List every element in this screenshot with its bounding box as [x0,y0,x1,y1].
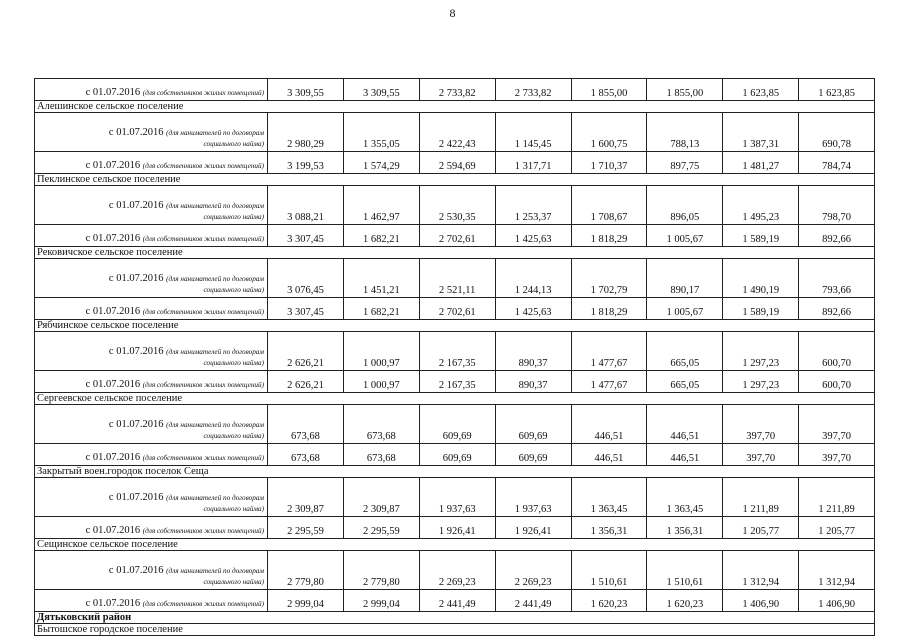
value-cell: 397,70 [723,405,799,444]
value-cell: 2 295,59 [343,517,419,539]
settlement-heading-row [35,466,875,478]
value-cell: 1 363,45 [647,478,723,517]
row-date: с 01.07.2016 [108,200,164,211]
value-cell: 1 818,29 [571,225,647,247]
value-cell: 1 244,13 [495,259,571,298]
value-cell: 1 355,05 [343,113,419,152]
value-cell: 1 211,89 [799,478,875,517]
row-note-line2: социального найма) [203,286,264,294]
row-label [35,225,268,247]
value-cell: 2 295,59 [268,517,344,539]
value-cell: 1 000,97 [343,332,419,371]
value-cell: 2 626,21 [268,332,344,371]
value-cell: 784,74 [799,152,875,174]
row-date: с 01.07.2016 [85,160,141,171]
row-date: с 01.07.2016 [108,492,164,503]
row-label [35,113,268,152]
value-cell: 1 211,89 [723,478,799,517]
value-cell: 1 620,23 [571,590,647,612]
value-cell: 673,68 [343,405,419,444]
owner-tariff-row [35,79,875,101]
value-cell: 2 309,87 [343,478,419,517]
value-cell: 3 307,45 [268,298,344,320]
value-cell: 2 167,35 [419,332,495,371]
row-note: (для нанимателей по договорам [166,567,264,575]
row-note: (для собственников жилых помещений) [142,454,264,462]
row-note-line2: социального найма) [203,213,264,221]
value-cell: 897,75 [647,152,723,174]
row-note-line2: социального найма) [203,432,264,440]
value-cell: 1 620,23 [647,590,723,612]
value-cell: 890,17 [647,259,723,298]
value-cell: 1 510,61 [571,551,647,590]
row-date: с 01.07.2016 [108,565,164,576]
owner-tariff-row [35,371,875,393]
value-cell: 1 818,29 [571,298,647,320]
value-cell: 1 510,61 [647,551,723,590]
value-cell: 1 145,45 [495,113,571,152]
row-label [35,259,268,298]
value-cell: 788,13 [647,113,723,152]
row-date: с 01.07.2016 [85,379,141,390]
value-cell: 1 451,21 [343,259,419,298]
row-date: с 01.07.2016 [108,127,164,138]
row-label [35,405,268,444]
row-note: (для собственников жилых помещений) [142,381,264,389]
value-cell: 2 441,49 [495,590,571,612]
value-cell: 3 076,45 [268,259,344,298]
row-date: с 01.07.2016 [85,525,141,536]
value-cell: 1 937,63 [495,478,571,517]
value-cell: 673,68 [268,405,344,444]
value-cell: 3 309,55 [343,79,419,101]
section-label: Дятьковский район [35,612,875,624]
owner-tariff-row [35,225,875,247]
tenant-tariff-row [35,186,875,225]
value-cell: 793,66 [799,259,875,298]
value-cell: 2 779,80 [268,551,344,590]
value-cell: 1 600,75 [571,113,647,152]
value-cell: 1 253,37 [495,186,571,225]
row-note-line2: социального найма) [203,140,264,148]
tenant-tariff-row [35,332,875,371]
section-label: Рябчинское сельское поселение [35,320,875,332]
value-cell: 890,37 [495,371,571,393]
value-cell: 665,05 [647,371,723,393]
value-cell: 1 710,37 [571,152,647,174]
row-label [35,517,268,539]
settlement-heading-row [35,247,875,259]
settlement-heading-row [35,624,875,636]
value-cell: 1 481,27 [723,152,799,174]
value-cell: 397,70 [799,444,875,466]
table-body [35,79,875,636]
row-date: с 01.07.2016 [85,452,141,463]
value-cell: 1 297,23 [723,332,799,371]
row-label [35,186,268,225]
value-cell: 1 312,94 [723,551,799,590]
row-label [35,371,268,393]
value-cell: 1 205,77 [723,517,799,539]
value-cell: 1 855,00 [647,79,723,101]
tenant-tariff-row [35,113,875,152]
value-cell: 609,69 [419,444,495,466]
row-label [35,478,268,517]
value-cell: 1 317,71 [495,152,571,174]
value-cell: 890,37 [495,332,571,371]
row-note: (для собственников жилых помещений) [142,235,264,243]
value-cell: 2 702,61 [419,298,495,320]
section-label: Сергеевское сельское поселение [35,393,875,405]
row-label [35,590,268,612]
settlement-heading-row [35,320,875,332]
section-label: Рековичское сельское поселение [35,247,875,259]
value-cell: 1 005,67 [647,225,723,247]
settlement-heading-row [35,539,875,551]
value-cell: 3 088,21 [268,186,344,225]
value-cell: 1 005,67 [647,298,723,320]
value-cell: 600,70 [799,332,875,371]
row-label [35,152,268,174]
row-date: с 01.07.2016 [85,87,141,98]
row-note: (для нанимателей по договорам [166,202,264,210]
settlement-heading-row [35,393,875,405]
value-cell: 1 297,23 [723,371,799,393]
value-cell: 3 309,55 [268,79,344,101]
value-cell: 1 623,85 [723,79,799,101]
value-cell: 1 477,67 [571,371,647,393]
value-cell: 1 356,31 [571,517,647,539]
value-cell: 1 406,90 [723,590,799,612]
value-cell: 1 702,79 [571,259,647,298]
section-label: Алешинское сельское поселение [35,101,875,113]
row-note-line2: социального найма) [203,578,264,586]
value-cell: 2 702,61 [419,225,495,247]
value-cell: 1 363,45 [571,478,647,517]
value-cell: 1 387,31 [723,113,799,152]
value-cell: 1 855,00 [571,79,647,101]
value-cell: 1 937,63 [419,478,495,517]
value-cell: 673,68 [343,444,419,466]
tenant-tariff-row [35,259,875,298]
value-cell: 892,66 [799,298,875,320]
value-cell: 3 307,45 [268,225,344,247]
value-cell: 1 682,21 [343,225,419,247]
value-cell: 2 626,21 [268,371,344,393]
value-cell: 1 574,29 [343,152,419,174]
section-label: Сещинское сельское поселение [35,539,875,551]
value-cell: 2 779,80 [343,551,419,590]
row-date: с 01.07.2016 [108,419,164,430]
value-cell: 1 589,19 [723,225,799,247]
value-cell: 1 708,67 [571,186,647,225]
value-cell: 2 521,11 [419,259,495,298]
value-cell: 2 530,35 [419,186,495,225]
row-note-line2: социального найма) [203,359,264,367]
value-cell: 446,51 [647,405,723,444]
value-cell: 2 441,49 [419,590,495,612]
value-cell: 397,70 [723,444,799,466]
value-cell: 1 425,63 [495,225,571,247]
value-cell: 446,51 [571,444,647,466]
row-date: с 01.07.2016 [85,598,141,609]
value-cell: 2 999,04 [343,590,419,612]
value-cell: 1 312,94 [799,551,875,590]
value-cell: 609,69 [495,405,571,444]
settlement-heading-row [35,174,875,186]
value-cell: 1 926,41 [495,517,571,539]
row-label [35,551,268,590]
owner-tariff-row [35,590,875,612]
row-label [35,332,268,371]
value-cell: 1 490,19 [723,259,799,298]
row-date: с 01.07.2016 [85,306,141,317]
value-cell: 673,68 [268,444,344,466]
row-note: (для нанимателей по договорам [166,421,264,429]
value-cell: 1 356,31 [647,517,723,539]
value-cell: 1 205,77 [799,517,875,539]
tenant-tariff-row [35,478,875,517]
value-cell: 2 999,04 [268,590,344,612]
value-cell: 3 199,53 [268,152,344,174]
value-cell: 2 309,87 [268,478,344,517]
value-cell: 2 167,35 [419,371,495,393]
value-cell: 600,70 [799,371,875,393]
section-label: Пеклинское сельское поселение [35,174,875,186]
owner-tariff-row [35,152,875,174]
owner-tariff-row [35,298,875,320]
row-date: с 01.07.2016 [108,346,164,357]
row-note: (для собственников жилых помещений) [142,89,264,97]
value-cell: 2 269,23 [495,551,571,590]
row-date: с 01.07.2016 [85,233,141,244]
row-note: (для собственников жилых помещений) [142,162,264,170]
value-cell: 2 733,82 [419,79,495,101]
value-cell: 2 733,82 [495,79,571,101]
row-note: (для собственников жилых помещений) [142,600,264,608]
settlement-heading-row [35,101,875,113]
value-cell: 1 682,21 [343,298,419,320]
value-cell: 665,05 [647,332,723,371]
value-cell: 1 589,19 [723,298,799,320]
district-heading-row [35,612,875,624]
tariff-table [34,78,875,636]
value-cell: 446,51 [571,405,647,444]
row-note: (для собственников жилых помещений) [142,308,264,316]
value-cell: 2 422,43 [419,113,495,152]
value-cell: 446,51 [647,444,723,466]
page-number: 8 [449,6,456,20]
tenant-tariff-row [35,551,875,590]
value-cell: 2 269,23 [419,551,495,590]
value-cell: 2 980,29 [268,113,344,152]
value-cell: 1 000,97 [343,371,419,393]
row-label [35,444,268,466]
owner-tariff-row [35,517,875,539]
row-note: (для нанимателей по договорам [166,275,264,283]
value-cell: 609,69 [419,405,495,444]
owner-tariff-row [35,444,875,466]
row-note: (для нанимателей по договорам [166,348,264,356]
row-label [35,79,268,101]
value-cell: 1 425,63 [495,298,571,320]
value-cell: 397,70 [799,405,875,444]
section-label: Закрытый воен.городок поселок Сеща [35,466,875,478]
value-cell: 1 462,97 [343,186,419,225]
section-label: Бытошское городское поселение [35,624,875,636]
value-cell: 798,70 [799,186,875,225]
value-cell: 690,78 [799,113,875,152]
row-note: (для собственников жилых помещений) [142,527,264,535]
value-cell: 1 926,41 [419,517,495,539]
value-cell: 1 623,85 [799,79,875,101]
value-cell: 1 495,23 [723,186,799,225]
value-cell: 2 594,69 [419,152,495,174]
value-cell: 1 406,90 [799,590,875,612]
value-cell: 609,69 [495,444,571,466]
row-note: (для нанимателей по договорам [166,129,264,137]
row-label [35,298,268,320]
row-note-line2: социального найма) [203,505,264,513]
row-date: с 01.07.2016 [108,273,164,284]
value-cell: 1 477,67 [571,332,647,371]
row-note: (для нанимателей по договорам [166,494,264,502]
tenant-tariff-row [35,405,875,444]
value-cell: 896,05 [647,186,723,225]
value-cell: 892,66 [799,225,875,247]
